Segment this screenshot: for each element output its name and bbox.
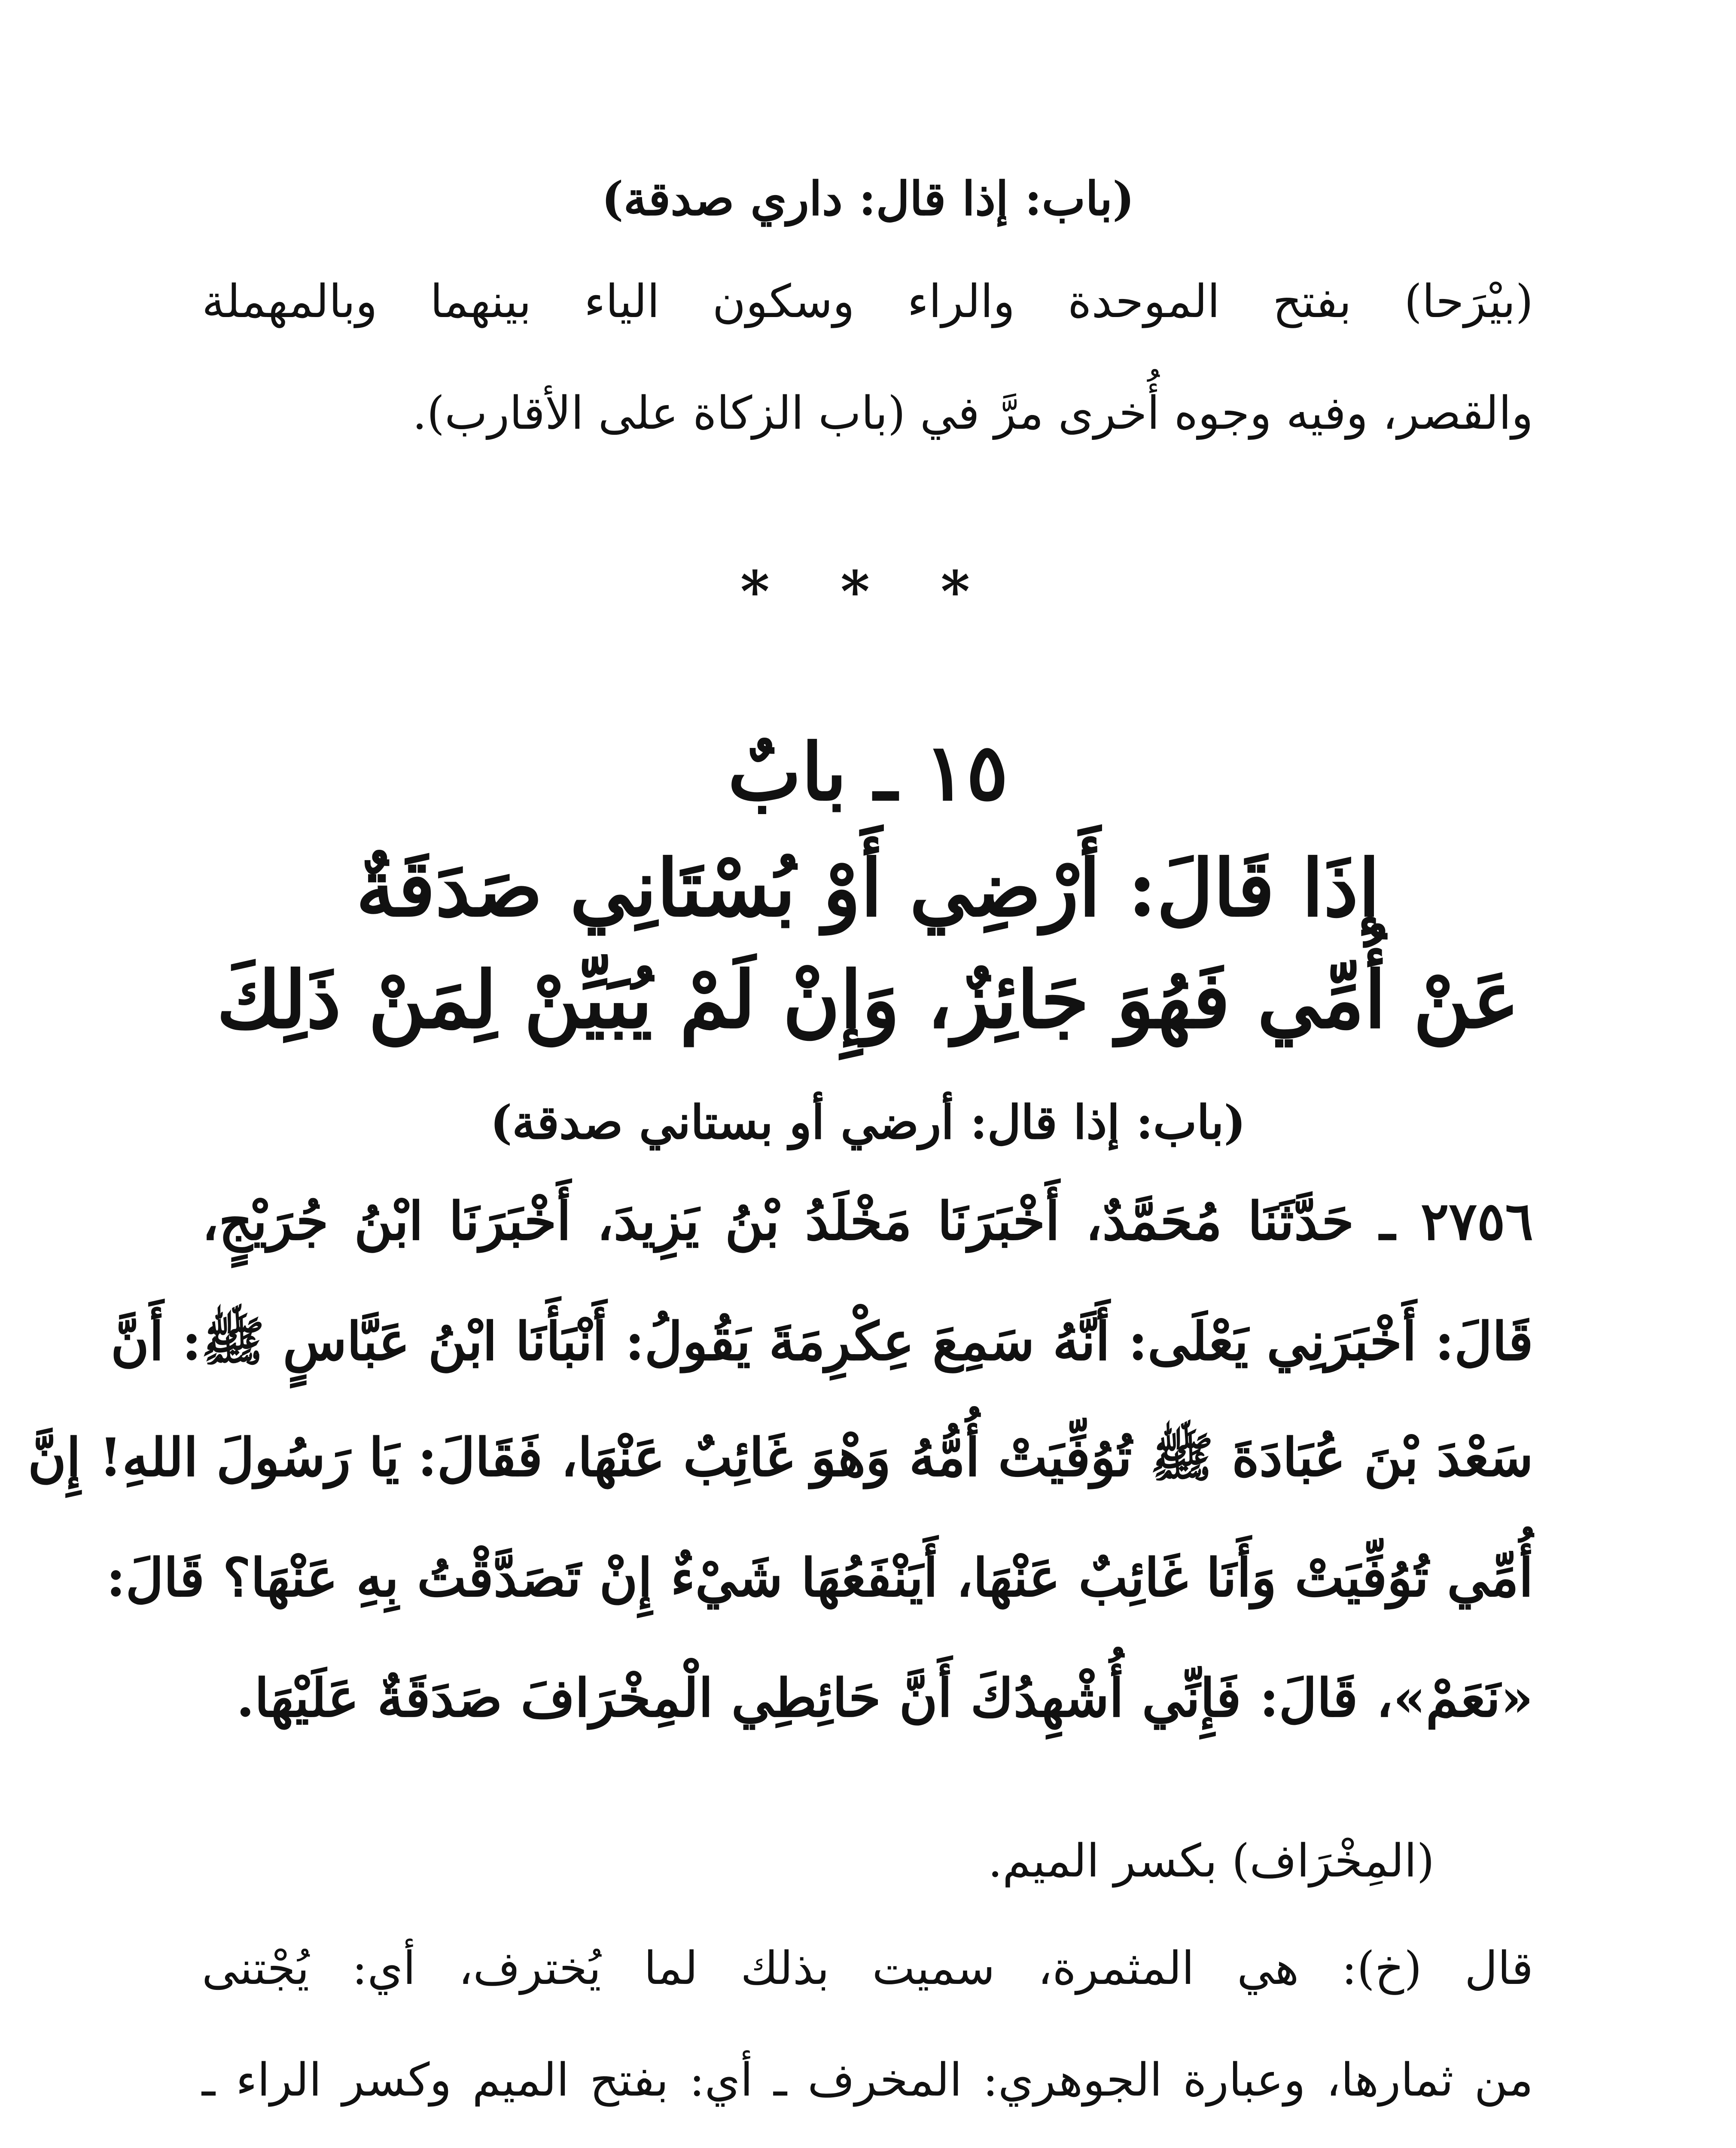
paragraph-line: والقصر، وفيه وجوه أُخرى مرَّ في (باب الزكاة على الأقارب). [412, 387, 1533, 439]
chapter-title-line: عَنْ أُمِّي فَهُوَ جَائِزٌ، وَإِنْ لَمْ يُبَيِّنْ لِمَنْ ذَلِكَ [216, 954, 1520, 1046]
hadith-line: سَعْدَ بْنَ عُبَادَةَ ﷺ تُوُفِّيَتْ أُمُّهُ وَهْوَ غَائِبٌ عَنْهَا، فَقَالَ: يَا رَسُولَ اللهِ! إِنَّ [27, 1426, 1533, 1488]
hadith-line: ٢٧٥٦ ـ حَدَّثَنَا مُحَمَّدٌ، أَخْبَرَنَا مَخْلَدُ بْنُ يَزِيدَ، أَخْبَرَنَا ابْنُ جُرَيْجٍ، [202, 1190, 1533, 1252]
paragraph-line: (بيْرَحا) بفتح الموحدة والراء وسكون الياء بينهما وبالمهملة [202, 275, 1533, 328]
chapter-sub-heading: (باب: إذا قال: أرضي أو بستاني صدقة) [490, 1095, 1246, 1150]
commentary-line: من ثمارها، وعبارة الجوهري: المخرف ـ أي: بفتح الميم وكسر الراء ـ [202, 2053, 1533, 2106]
hadith-line: أُمِّي تُوُفِّيَتْ وَأَنَا غَائِبٌ عَنْهَا، أَيَنْفَعُهَا شَيْءٌ إِنْ تَصَدَّقْتُ بِهِ عَنْهَا؟ قَالَ: [106, 1547, 1533, 1608]
commentary-gloss: (المِخْرَاف) بكسر الميم. [988, 1834, 1434, 1887]
hadith-line: «نَعَمْ»، قَالَ: فَإِنِّي أُشْهِدُكَ أَنَّ حَائِطِي الْمِخْرَافَ صَدَقَةٌ عَلَيْهَا. [236, 1667, 1533, 1729]
hadith-line: قَالَ: أَخْبَرَنِي يَعْلَى: أَنَّهُ سَمِعَ عِكْرِمَةَ يَقُولُ: أَنْبَأَنَا ابْنُ عَبَّاسٍ ﷺ: أَنَّ [110, 1310, 1533, 1372]
chapter-number: ١٥ ـ بابٌ [728, 726, 1008, 818]
section-heading-dari-sadaqa: (باب: إذا قال: داري صدقة) [601, 172, 1135, 226]
commentary-line: قال (خ): هي المثمرة، سميت بذلك لما يُخترف، أي: يُجْتنى [202, 1942, 1533, 1995]
chapter-title-line: إذَا قَالَ: أَرْضِي أَوْ بُسْتَانِي صَدَقَةٌ [356, 842, 1380, 934]
separator-stars: * * * [740, 558, 996, 624]
